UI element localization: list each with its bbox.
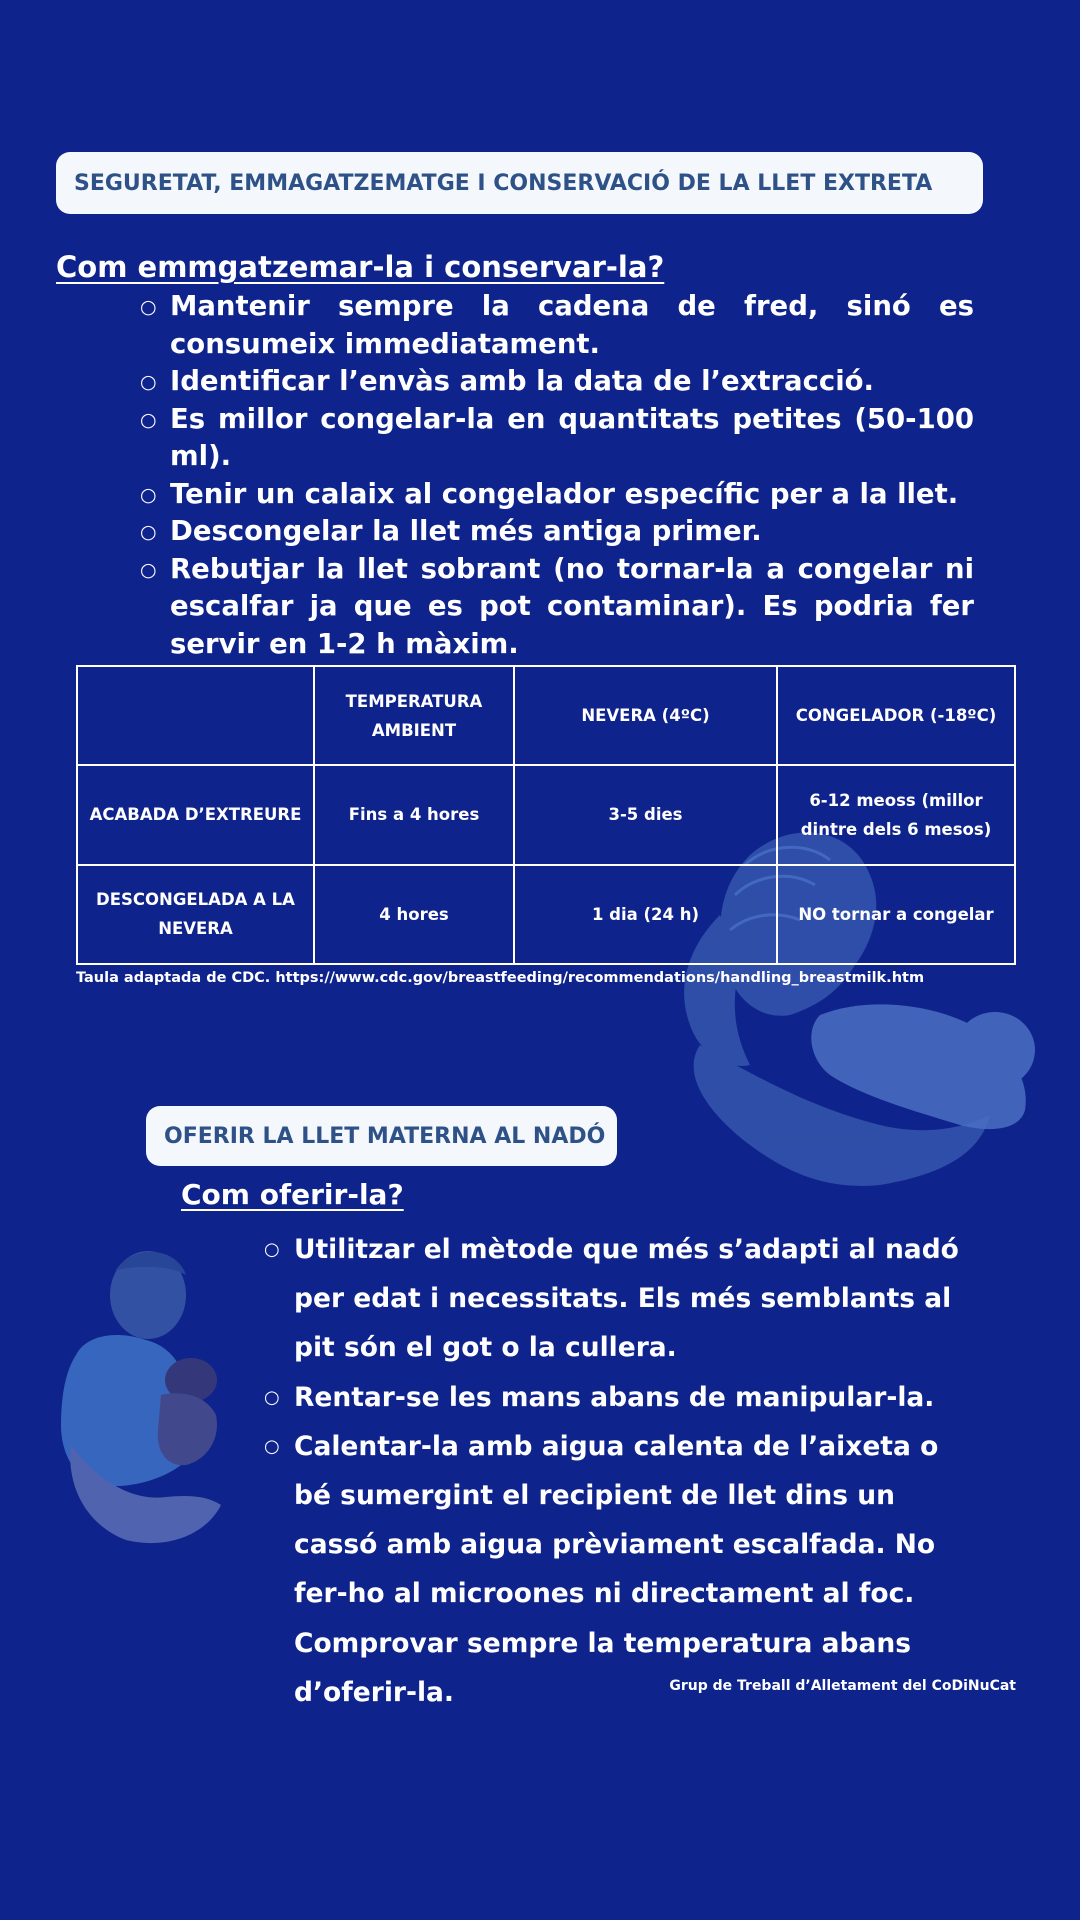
- table-header-cell: TEMPERATURA AMBIENT: [314, 666, 514, 765]
- table-cell: 4 hores: [314, 865, 514, 964]
- table-row: [77, 765, 1015, 864]
- list-item: ○ Calentar-la amb aigua calenta de l’aixeta o bé sumergint el recipient de llet dins un cassó amb aigua prèviament escalfada. No fer-ho al microones ni directament al foc. Comprovar sempre la temperatura abans d’oferir-la.: [264, 1422, 980, 1717]
- table-header-cell: NEVERA (4ºC): [514, 666, 777, 765]
- storage-times-table: [76, 665, 1016, 965]
- list-item: ○ Identificar l’envàs amb la data de l’extracció.: [140, 363, 974, 401]
- table-header-cell: CONGELADOR (-18ºC): [777, 666, 1015, 765]
- author-credit: Grup de Treball d’Alletament del CoDiNuCat: [669, 1678, 1016, 1694]
- section-title-feeding: OFERIR LA LLET MATERNA AL NADÓ: [146, 1106, 617, 1166]
- table-cell: 6-12 meoss (millor dintre dels 6 mesos): [777, 765, 1015, 864]
- list-item: ○ Mantenir sempre la cadena de fred, sinó es consumeix immediatament.: [140, 288, 974, 363]
- table-header-row: [77, 666, 1015, 765]
- table-row: [77, 865, 1015, 964]
- list-item: ○ Descongelar la llet més antiga primer.: [140, 513, 974, 551]
- table-cell: 1 dia (24 h): [514, 865, 777, 964]
- table-source-note: Taula adaptada de CDC. https://www.cdc.gov/breastfeeding/recommendations/handling_breastmilk.htm: [76, 970, 925, 986]
- table-cell: Fins a 4 hores: [314, 765, 514, 864]
- table-row-label: DESCONGELADA A LA NEVERA: [77, 865, 314, 964]
- list-item: ○ Utilitzar el mètode que més s’adapti al nadó per edat i necessitats. Els més semblants al pit són el got o la cullera.: [264, 1225, 980, 1373]
- feeding-tips-list: [264, 1225, 980, 1717]
- storage-tips-list: [140, 288, 974, 663]
- list-item: ○ Es millor congelar-la en quantitats petites (50-100 ml).: [140, 401, 974, 476]
- table-cell: NO tornar a congelar: [777, 865, 1015, 964]
- list-item: ○ Tenir un calaix al congelador específic per a la llet.: [140, 476, 974, 514]
- feeding-heading: Com oferir-la?: [181, 1178, 404, 1211]
- table-header-cell: [77, 666, 314, 765]
- section-title-storage: SEGURETAT, EMMAGATZEMATGE I CONSERVACIÓ DE LA LLET EXTRETA: [56, 152, 983, 214]
- storage-heading: Com emmgatzemar-la i conservar-la?: [56, 250, 665, 284]
- table-cell: 3-5 dies: [514, 765, 777, 864]
- list-item: ○ Rebutjar la llet sobrant (no tornar-la a congelar ni escalfar ja que es pot contaminar). Es podria fer servir en 1-2 h màxim.: [140, 551, 974, 664]
- table-row-label: ACABADA D’EXTREURE: [77, 765, 314, 864]
- father-holding-baby-illustration: [56, 1245, 226, 1545]
- list-item: ○ Rentar-se les mans abans de manipular-la.: [264, 1373, 980, 1422]
